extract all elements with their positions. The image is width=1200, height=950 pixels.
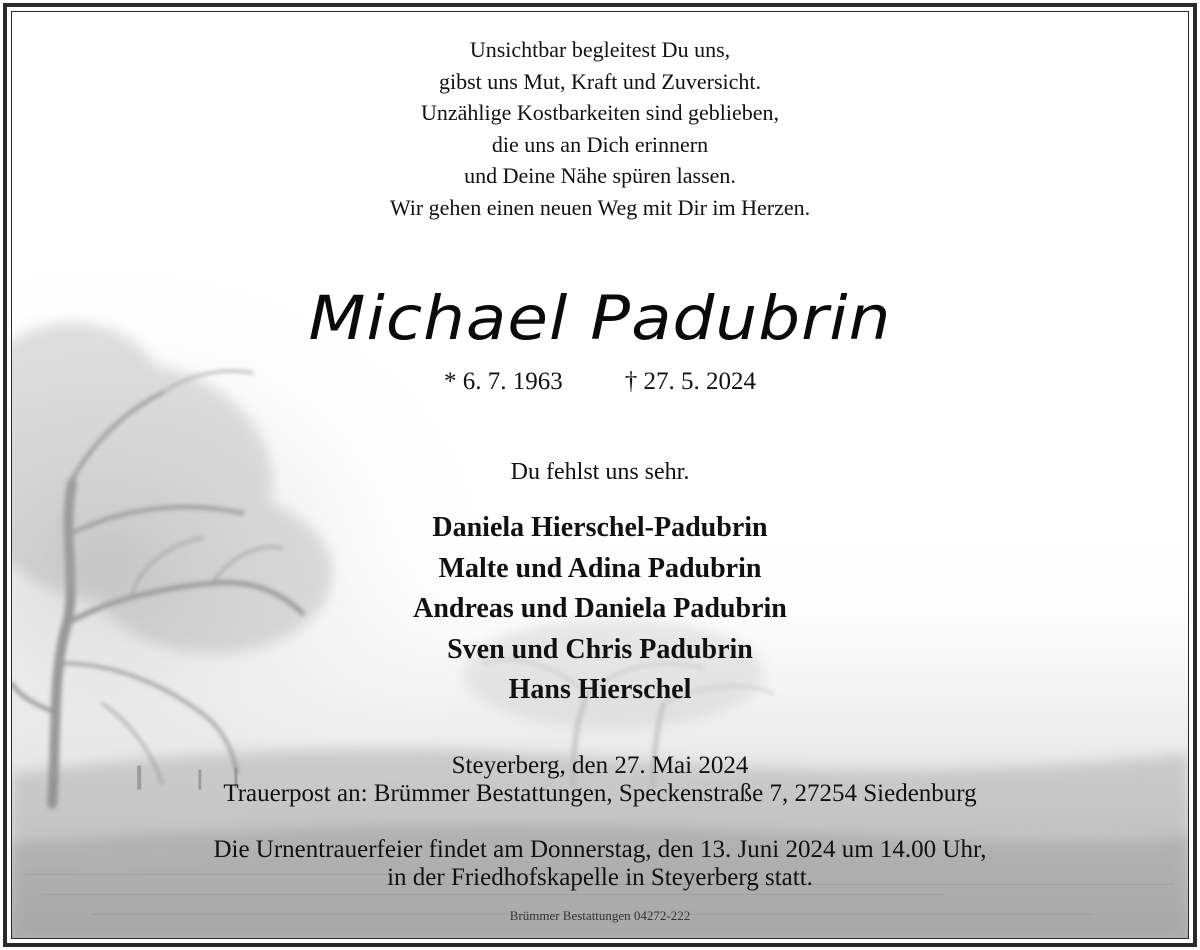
family-member: Sven und Chris Padubrin xyxy=(447,633,753,665)
death-date: † 27. 5. 2024 xyxy=(624,368,756,395)
mourning-message: Du fehlst uns sehr. xyxy=(510,459,690,485)
notice-content xyxy=(12,12,1188,938)
poem-line: die uns an Dich erinnern xyxy=(491,131,709,157)
funeral-ceremony-info xyxy=(12,836,1188,892)
poem-line: und Deine Nähe spüren lassen. xyxy=(464,163,736,188)
place-and-address xyxy=(12,752,1188,808)
life-dates xyxy=(12,367,1188,397)
poem-line: gibst uns Mut, Kraft und Zuversicht. xyxy=(438,68,762,94)
memorial-poem xyxy=(12,34,1188,223)
poem-line: Unsichtbar begleitest Du uns, xyxy=(469,37,731,62)
family-member: Andreas und Daniela Padubrin xyxy=(413,593,787,624)
ceremony-line: Die Urnentrauerfeier findet am Donnerstag, den 13. Juni 2024 um 14.00 Uhr, xyxy=(213,836,987,863)
family-member: Hans Hierschel xyxy=(508,674,692,705)
birth-date: * 6. 7. 1963 xyxy=(444,368,563,395)
place-date: Steyerberg, den 27. Mai 2024 xyxy=(451,752,749,779)
family-member: Malte und Adina Padubrin xyxy=(438,552,762,584)
poem-line: Wir gehen einen neuen Weg mit Dir im Herzen. xyxy=(389,194,811,220)
family-member: Daniela Hierschel-Padubrin xyxy=(432,512,768,543)
condolence-mail-address: Trauerpost an: Brümmer Bestattungen, Speckenstraße 7, 27254 Siedenburg xyxy=(223,780,977,807)
inner-border-frame xyxy=(11,11,1189,939)
ceremony-line: in der Friedhofskapelle in Steyerberg statt. xyxy=(387,864,813,891)
deceased-name: Michael Padubrin xyxy=(308,283,892,354)
bereaved-family-list xyxy=(12,508,1188,711)
funeral-home-footer: Brümmer Bestattungen 04272-222 xyxy=(509,908,691,923)
poem-line: Unzählige Kostbarkeiten sind geblieben, xyxy=(420,100,779,125)
